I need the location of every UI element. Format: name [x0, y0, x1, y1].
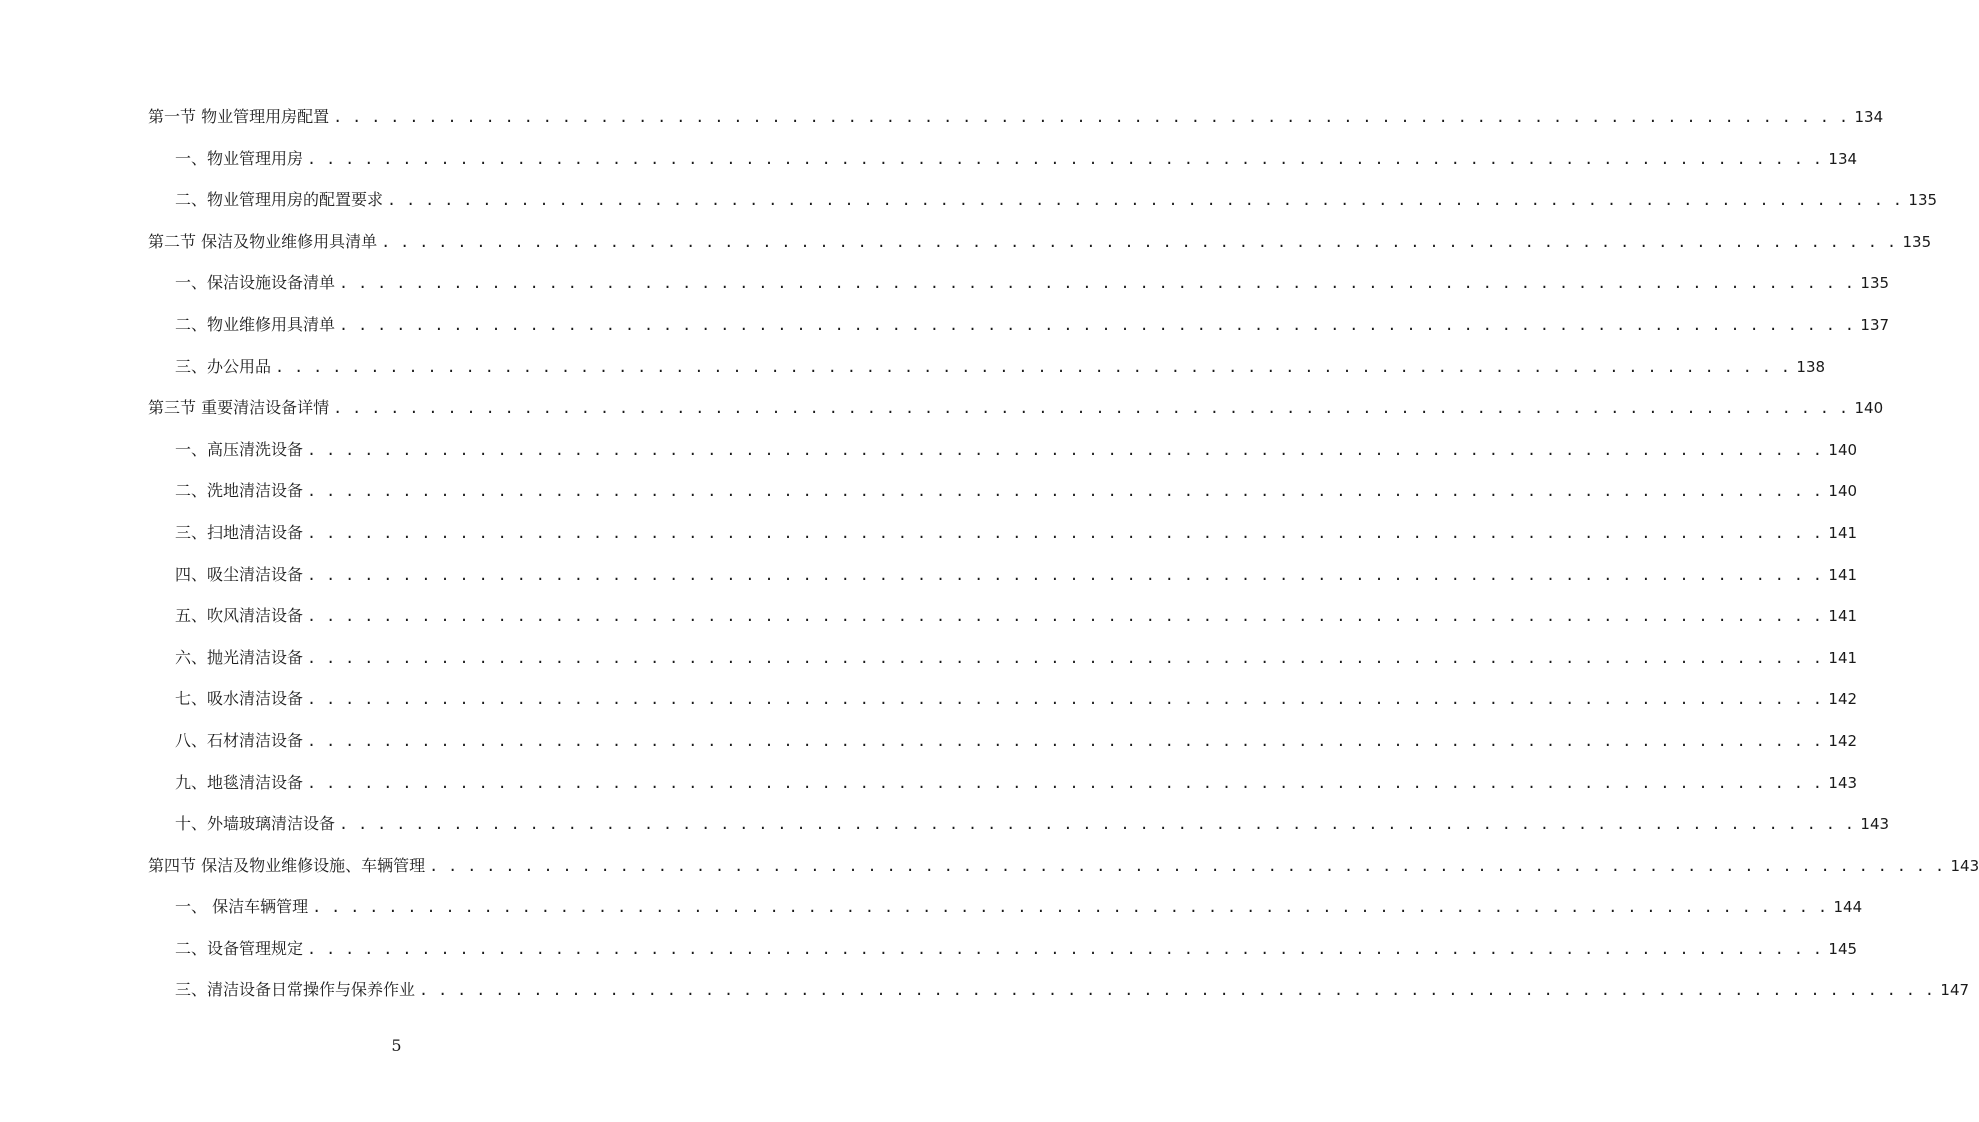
toc-leader-dots: . . . . . . . . . . . . . . . . . . . . . . . . . . . . . . . . . . . . . . . . . . . . . . . . . . . . . . . . . . . . . . . . . . . . . . . . . . . . . . . . [307, 482, 1823, 501]
toc-leader-dots: . . . . . . . . . . . . . . . . . . . . . . . . . . . . . . . . . . . . . . . . . . . . . . . . . . . . . . . . . . . . . . . . . . . . . . . . . . . . . . . . [307, 607, 1823, 626]
toc-entry[interactable] [148, 387, 1884, 429]
toc-entry[interactable] [148, 720, 1858, 762]
page-number: 5 [391, 1036, 402, 1055]
toc-entry-title: 二、洗地清洁设备 [175, 481, 304, 501]
toc-entry-title: 一、 保洁车辆管理 [175, 897, 309, 917]
toc-entry[interactable] [148, 429, 1858, 471]
toc-leader-dots: . . . . . . . . . . . . . . . . . . . . . . . . . . . . . . . . . . . . . . . . . . . . . . . . . . . . . . . . . . . . . . . . . . . . . . . . . . . . . . . . [307, 773, 1823, 792]
toc-entry[interactable] [148, 304, 1890, 346]
toc-entry-title: 三、办公用品 [175, 356, 272, 376]
toc-leader-dots: . . . . . . . . . . . . . . . . . . . . . . . . . . . . . . . . . . . . . . . . . . . . . . . . . . . . . . . . . . . . . . . . . . . . . . . . . . . . . . . . [333, 399, 1849, 418]
toc-leader-dots: . . . . . . . . . . . . . . . . . . . . . . . . . . . . . . . . . . . . . . . . . . . . . . . . . . . . . . . . . . . . . . . . . . . . . . . . . . . . . . . . [381, 232, 1897, 251]
toc-entry[interactable] [148, 845, 1979, 887]
toc-entry-title: 七、吸水清洁设备 [175, 689, 304, 709]
toc-leader-dots: . . . . . . . . . . . . . . . . . . . . . . . . . . . . . . . . . . . . . . . . . . . . . . . . . . . . . . . . . . . . . . . . . . . . . . . . . . . . . . . . [333, 108, 1849, 126]
toc-entry-page: 138 [1796, 357, 1826, 376]
toc-entry[interactable] [148, 886, 1863, 928]
toc-entry-page: 137 [1860, 315, 1890, 334]
toc-entry-title: 第三节 重要清洁设备详情 [148, 398, 330, 418]
toc-entry-page: 141 [1828, 565, 1858, 584]
toc-entry-page: 143 [1828, 773, 1858, 792]
toc-entry-page: 142 [1828, 731, 1858, 750]
toc-entry-title: 四、吸尘清洁设备 [175, 564, 304, 584]
toc-entry[interactable] [148, 346, 1826, 388]
toc-entry[interactable] [148, 637, 1858, 679]
toc-entry-page: 135 [1902, 232, 1932, 251]
toc-entry[interactable] [148, 678, 1858, 720]
toc-entry-page: 140 [1828, 482, 1858, 501]
toc-entry-title: 第一节 物业管理用房配置 [148, 107, 330, 126]
toc-entry-title: 二、设备管理规定 [175, 938, 304, 958]
toc-entry[interactable] [148, 969, 1970, 1011]
toc-entry-page: 134 [1828, 149, 1858, 168]
toc-leader-dots: . . . . . . . . . . . . . . . . . . . . . . . . . . . . . . . . . . . . . . . . . . . . . . . . . . . . . . . . . . . . . . . . . . . . . . . . . . . . . . . . [307, 440, 1823, 459]
toc-entry[interactable] [148, 470, 1858, 512]
toc-entry-page: 140 [1854, 399, 1884, 418]
toc-leader-dots: . . . . . . . . . . . . . . . . . . . . . . . . . . . . . . . . . . . . . . . . . . . . . . . . . . . . . . . . . . . . . . . . . . . . . . . . . . . . . . . . [307, 523, 1823, 542]
toc-entry-page: 147 [1940, 981, 1970, 1000]
toc-entry-title: 五、吹风清洁设备 [175, 606, 304, 626]
toc-entry[interactable] [148, 595, 1858, 637]
toc-entry-page: 141 [1828, 648, 1858, 667]
toc-entry[interactable] [148, 762, 1858, 804]
toc-leader-dots: . . . . . . . . . . . . . . . . . . . . . . . . . . . . . . . . . . . . . . . . . . . . . . . . . . . . . . . . . . . . . . . . . . . . . . . . . . . . . . . . [312, 898, 1828, 917]
toc-entry[interactable] [148, 138, 1858, 180]
toc-leader-dots: . . . . . . . . . . . . . . . . . . . . . . . . . . . . . . . . . . . . . . . . . . . . . . . . . . . . . . . . . . . . . . . . . . . . . . . . . . . . . . . . [307, 149, 1823, 168]
toc-entry-page: 143 [1860, 815, 1890, 834]
toc-entry[interactable] [148, 512, 1858, 554]
toc-leader-dots: . . . . . . . . . . . . . . . . . . . . . . . . . . . . . . . . . . . . . . . . . . . . . . . . . . . . . . . . . . . . . . . . . . . . . . . . . . . . . . . . [429, 856, 1945, 875]
toc-entry[interactable] [148, 179, 1938, 221]
toc-entry-title: 三、扫地清洁设备 [175, 522, 304, 542]
toc-leader-dots: . . . . . . . . . . . . . . . . . . . . . . . . . . . . . . . . . . . . . . . . . . . . . . . . . . . . . . . . . . . . . . . . . . . . . . . . . . . . . . . . [307, 939, 1823, 958]
toc-leader-dots: . . . . . . . . . . . . . . . . . . . . . . . . . . . . . . . . . . . . . . . . . . . . . . . . . . . . . . . . . . . . . . . . . . . . . . . . . . . . . . . . [307, 690, 1823, 709]
toc-entry[interactable] [148, 803, 1890, 845]
toc-entry-page: 140 [1828, 440, 1858, 459]
toc-entry[interactable] [148, 221, 1932, 263]
toc-leader-dots: . . . . . . . . . . . . . . . . . . . . . . . . . . . . . . . . . . . . . . . . . . . . . . . . . . . . . . . . . . . . . . . . . . . . . . . . . . . . . . . . [307, 565, 1823, 584]
toc-entry[interactable] [148, 96, 1884, 138]
toc-entry-page: 135 [1860, 274, 1890, 293]
toc-entry-title: 十、外墙玻璃清洁设备 [175, 814, 336, 834]
toc-entry-page: 135 [1908, 191, 1938, 210]
toc-leader-dots: . . . . . . . . . . . . . . . . . . . . . . . . . . . . . . . . . . . . . . . . . . . . . . . . . . . . . . . . . . . . . . . . . . . . . . . . . . . . . . . . [339, 815, 1855, 834]
toc-entry-title: 三、清洁设备日常操作与保养作业 [175, 980, 416, 1000]
toc-entry[interactable] [148, 928, 1858, 970]
toc-entry-title: 二、物业管理用房的配置要求 [175, 190, 384, 210]
toc-entry-title: 二、物业维修用具清单 [175, 314, 336, 334]
toc-leader-dots: . . . . . . . . . . . . . . . . . . . . . . . . . . . . . . . . . . . . . . . . . . . . . . . . . . . . . . . . . . . . . . . . . . . . . . . . . . . . . . . . [387, 191, 1903, 210]
toc-entry-page: 134 [1854, 108, 1884, 126]
toc-leader-dots: . . . . . . . . . . . . . . . . . . . . . . . . . . . . . . . . . . . . . . . . . . . . . . . . . . . . . . . . . . . . . . . . . . . . . . . . . . . . . . . . [339, 274, 1855, 293]
toc-entry-page: 141 [1828, 523, 1858, 542]
toc-entry-title: 九、地毯清洁设备 [175, 772, 304, 792]
toc-entry-title: 六、抛光清洁设备 [175, 647, 304, 667]
toc-entry-page: 145 [1828, 939, 1858, 958]
table-of-contents [148, 96, 1979, 1011]
toc-entry[interactable] [148, 262, 1890, 304]
toc-entry-title: 第二节 保洁及物业维修用具清单 [148, 231, 378, 251]
toc-entry-page: 141 [1828, 607, 1858, 626]
toc-entry-title: 一、物业管理用房 [175, 148, 304, 168]
toc-entry-title: 八、石材清洁设备 [175, 730, 304, 750]
toc-entry-title: 第四节 保洁及物业维修设施、车辆管理 [148, 855, 426, 875]
toc-leader-dots: . . . . . . . . . . . . . . . . . . . . . . . . . . . . . . . . . . . . . . . . . . . . . . . . . . . . . . . . . . . . . . . . . . . . . . . . . . . . . . . . [419, 981, 1935, 1000]
toc-entry-title: 一、保洁设施设备清单 [175, 273, 336, 293]
toc-leader-dots: . . . . . . . . . . . . . . . . . . . . . . . . . . . . . . . . . . . . . . . . . . . . . . . . . . . . . . . . . . . . . . . . . . . . . . . . . . . . . . . . [307, 731, 1823, 750]
toc-entry-page: 142 [1828, 690, 1858, 709]
toc-leader-dots: . . . . . . . . . . . . . . . . . . . . . . . . . . . . . . . . . . . . . . . . . . . . . . . . . . . . . . . . . . . . . . . . . . . . . . . . . . . . . . . . [275, 357, 1791, 376]
toc-entry-title: 一、高压清洗设备 [175, 439, 304, 459]
toc-entry-page: 144 [1833, 898, 1863, 917]
toc-entry-page: 143 [1950, 856, 1979, 875]
toc-entry[interactable] [148, 554, 1858, 596]
toc-leader-dots: . . . . . . . . . . . . . . . . . . . . . . . . . . . . . . . . . . . . . . . . . . . . . . . . . . . . . . . . . . . . . . . . . . . . . . . . . . . . . . . . [307, 648, 1823, 667]
toc-leader-dots: . . . . . . . . . . . . . . . . . . . . . . . . . . . . . . . . . . . . . . . . . . . . . . . . . . . . . . . . . . . . . . . . . . . . . . . . . . . . . . . . [339, 315, 1855, 334]
